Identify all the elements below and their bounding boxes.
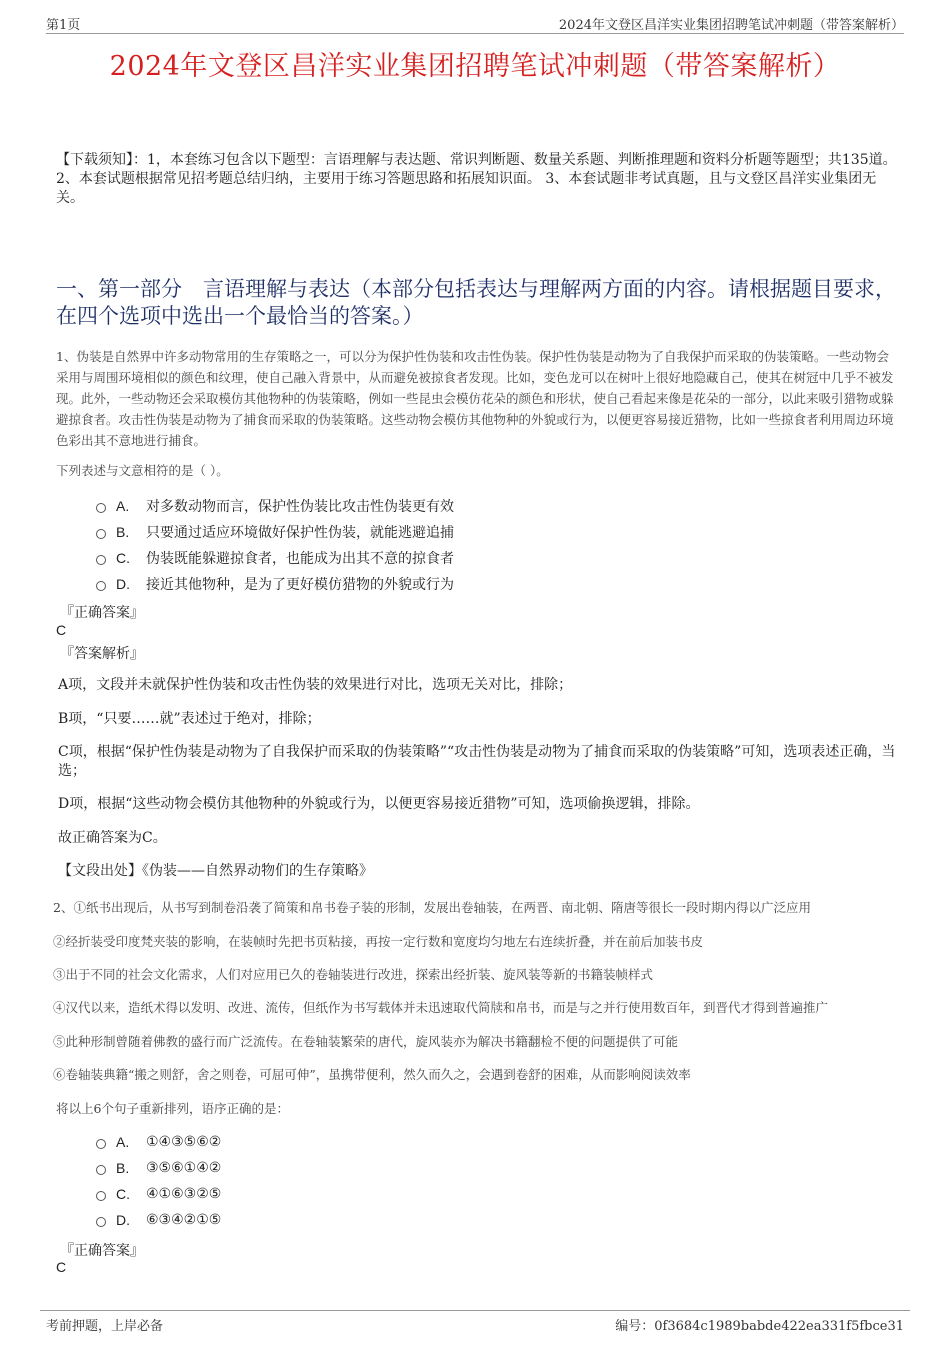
analysis-line: C项，根据“保护性伪装是动物为了自我保护而采取的伪装策略”“攻击性伪装是动物为了捕食而采取的伪装策略”可知，选项表述正确，当选； — [58, 744, 896, 779]
answer-value: C — [56, 622, 67, 638]
option-letter: D. — [116, 576, 130, 592]
question-1-option-d[interactable] — [96, 574, 454, 594]
option-text: 对多数动物而言，保护性伪装比攻击性伪装更有效 — [146, 499, 454, 515]
option-letter: B. — [116, 524, 130, 540]
header-doc-title: 2024年文登区昌洋实业集团招聘笔试冲刺题（带答案解析） — [558, 18, 904, 33]
page-title: 2024年文登区昌洋实业集团招聘笔试冲刺题（带答案解析） — [109, 51, 841, 82]
option-text: ④①⑥③②⑤ — [146, 1186, 222, 1202]
option-letter: C. — [116, 1186, 130, 1202]
option-text: ①④③⑤⑥② — [146, 1134, 222, 1150]
radio-icon[interactable] — [96, 1191, 106, 1201]
option-letter: D. — [116, 1212, 130, 1228]
question-2-option-c[interactable] — [96, 1186, 221, 1202]
analysis-conclusion: 故正确答案为C。 — [58, 830, 167, 846]
question-2-sentence: 2、①纸书出现后，从书写到制卷沿袭了简策和帛书卷子装的形制，发展出卷轴装，在两晋、南北朝、隋唐等很长一段时期内得以广泛应用 — [53, 900, 811, 915]
option-text: 伪装既能躲避掠食者，也能成为出其不意的掠食者 — [146, 551, 454, 567]
radio-icon[interactable] — [96, 529, 106, 539]
question-1-stem: 1、伪装是自然界中许多动物常用的生存策略之一，可以分为保护性伪装和攻击性伪装。保护性伪装是动物为了自我保护而采取的伪装策略。一些动物会采用与周围环境相似的颜色和纹理，使自己融入背景中，从而避免被掠食者发现。比如，变色龙可以在树叶上很好地隐藏自己，使其在树冠中几乎不被发现。此外，一些动物还会采取模仿其他物种的伪装策略，例如一些昆虫会模仿花朵的颜色和形状，使自己看起来像是花朵的一部分，以此来吸引猎物或躲避掠食者。攻击性伪装是动物为了捕食而采取的伪装策略。这些动物会模仿其他物种的外貌或行为，以便更容易接近猎物，比如一些掠食者利用周边环境色彩出其不意地进行捕食。 — [56, 349, 894, 448]
analysis-line: B项，“只要……就”表述过于绝对，排除； — [58, 711, 321, 727]
passage-source: 【文段出处】《伪装——自然界动物们的生存策略》 — [58, 863, 373, 879]
document-id: 编号：0f3684c1989babde422ea331f5fbce31 — [615, 1319, 904, 1334]
radio-icon[interactable] — [96, 1165, 106, 1175]
question-1-option-c[interactable] — [96, 548, 454, 568]
footer-divider — [40, 1310, 910, 1311]
option-text: 接近其他物种，是为了更好模仿猎物的外貌或行为 — [146, 577, 454, 593]
analysis-line: D项，根据“这些动物会模仿其他物种的外貌或行为，以便更容易接近猎物”可知，选项偷换逻辑，排除。 — [58, 796, 700, 812]
question-2-prompt: 将以上6个句子重新排列，语序正确的是： — [56, 1101, 289, 1116]
question-2-sentence: ④汉代以来，造纸术得以发明、改进、流传，但纸作为书写载体并未迅速取代简牍和帛书，而是与之并行使用数百年，到晋代才得到普遍推广 — [53, 1000, 829, 1015]
answer-label: 『正确答案』 — [60, 605, 144, 621]
option-letter: C. — [116, 550, 130, 566]
header-divider — [46, 33, 904, 34]
option-letter: A. — [116, 498, 130, 514]
question-1-option-b[interactable] — [96, 522, 454, 542]
radio-icon[interactable] — [96, 555, 106, 565]
answer-label: 『正确答案』 — [60, 1243, 144, 1259]
analysis-label: 『答案解析』 — [60, 646, 144, 662]
option-text: ⑥③④②①⑤ — [146, 1212, 222, 1228]
footer-slogan: 考前押题，上岸必备 — [46, 1319, 164, 1334]
option-letter: B. — [116, 1160, 130, 1176]
section-heading: 一、第一部分 言语理解与表达（本部分包括表达与理解两方面的内容。请根据题目要求，在四个选项中选出一个最恰当的答案。） — [56, 277, 896, 328]
question-2-sentence: ③出于不同的社会文化需求，人们对应用已久的卷轴装进行改进，探索出经折装、旋风装等新的书籍装帧样式 — [53, 967, 654, 982]
radio-icon[interactable] — [96, 1139, 106, 1149]
radio-icon[interactable] — [96, 581, 106, 591]
download-notice: 【下载须知】：1，本套练习包含以下题型：言语理解与表达题、常识判断题、数量关系题、判断推理题和资料分析题等题型；共135道。 2、本套试题根据常见招考题总结归纳，主要用于练习答题思路和拓展知识面。 3、本套试题非考试真题，且与文登区昌洋实业集团无关。 — [56, 152, 897, 206]
page-number: 第1页 — [46, 18, 81, 33]
option-text: ③⑤⑥①④② — [146, 1160, 222, 1176]
option-text: 只要通过适应环境做好保护性伪装，就能逃避追捕 — [146, 525, 454, 541]
analysis-line: A项，文段并未就保护性伪装和攻击性伪装的效果进行对比，选项无关对比，排除； — [58, 677, 573, 693]
question-2-option-b[interactable] — [96, 1160, 221, 1176]
radio-icon[interactable] — [96, 503, 106, 513]
question-1-prompt: 下列表述与文意相符的是（ ）。 — [56, 463, 229, 478]
question-2-sentence: ⑥卷轴装典籍“搬之则舒，舍之则卷，可屈可伸”，虽携带便利，然久而久之，会遇到卷舒的困难，从而影响阅读效率 — [53, 1067, 691, 1082]
radio-icon[interactable] — [96, 1217, 106, 1227]
question-2-sentence: ②经折装受印度梵夹装的影响，在装帧时先把书页粘接，再按一定行数和宽度均匀地左右连续折叠，并在前后加装书皮 — [53, 934, 704, 949]
option-letter: A. — [116, 1134, 130, 1150]
question-2-option-d[interactable] — [96, 1212, 221, 1228]
question-2-sentence: ⑤此种形制曾随着佛教的盛行而广泛流传。在卷轴装繁荣的唐代，旋风装亦为解决书籍翻检不便的问题提供了可能 — [53, 1034, 679, 1049]
question-1-option-a[interactable] — [96, 496, 454, 516]
question-2-option-a[interactable] — [96, 1134, 221, 1150]
answer-value: C — [56, 1259, 67, 1275]
